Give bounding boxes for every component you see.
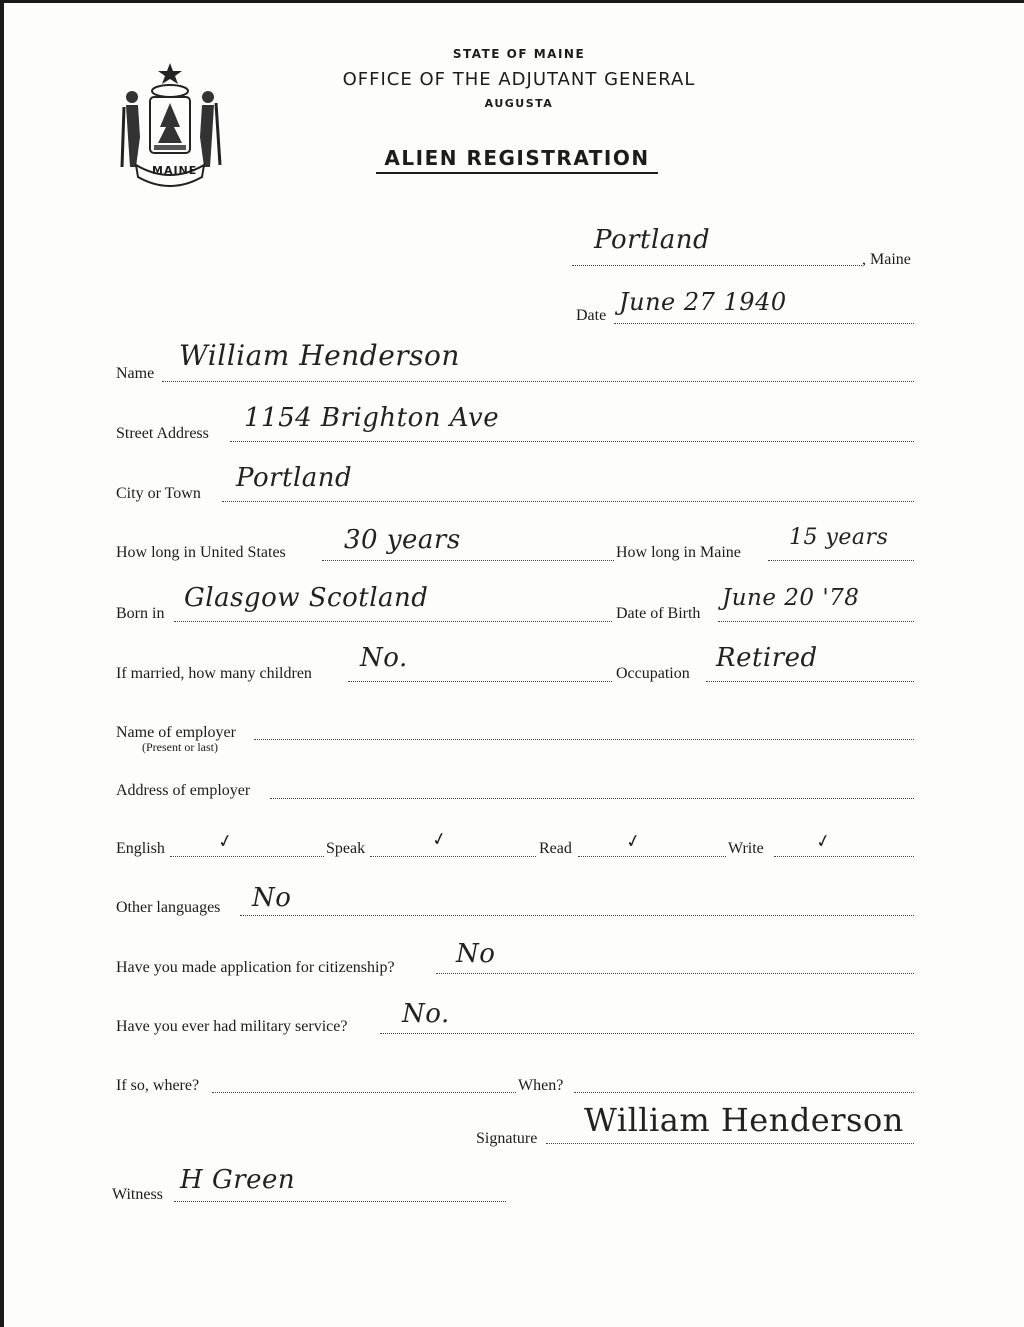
born-in-line: [174, 621, 612, 622]
when-line[interactable]: [574, 1092, 914, 1093]
employer-line[interactable]: [254, 739, 914, 740]
occupation-value[interactable]: Retired: [716, 643, 818, 673]
write-line: [774, 856, 914, 857]
witness-line: [174, 1201, 506, 1202]
other-languages-label: Other languages: [116, 899, 221, 916]
speak-check[interactable]: ✓: [429, 827, 450, 852]
dob-label: Date of Birth: [616, 605, 701, 622]
street-address-line: [230, 441, 914, 442]
name-line: [162, 381, 914, 382]
children-label: If married, how many children: [116, 665, 312, 682]
children-value[interactable]: No.: [360, 643, 408, 673]
place-suffix: , Maine: [862, 251, 911, 268]
read-label: Read: [539, 840, 572, 857]
date-label: Date: [576, 307, 607, 324]
speak-label: Speak: [326, 840, 366, 857]
english-check[interactable]: ✓: [215, 829, 236, 854]
years-maine-label: How long in Maine: [616, 544, 741, 561]
when-label: When?: [518, 1077, 564, 1094]
citizenship-value[interactable]: No: [456, 939, 496, 969]
employer-label: Name of employer: [116, 724, 236, 741]
occupation-line: [706, 681, 914, 682]
date-value[interactable]: June 27 1940: [619, 288, 787, 316]
witness-label: Witness: [112, 1186, 163, 1203]
city-label: City or Town: [116, 485, 201, 502]
years-us-label: How long in United States: [116, 544, 286, 561]
street-address-value[interactable]: 1154 Brighton Ave: [244, 403, 500, 433]
english-line: [170, 856, 324, 857]
place-value[interactable]: Portland: [594, 225, 711, 255]
where-line[interactable]: [212, 1092, 516, 1093]
dob-value[interactable]: June 20 '78: [722, 585, 860, 611]
signature-line: [546, 1143, 914, 1144]
city-heading: AUGUSTA: [484, 97, 554, 110]
born-in-label: Born in: [116, 605, 165, 622]
read-check[interactable]: ✓: [623, 829, 644, 854]
state-heading: STATE OF MAINE: [452, 47, 586, 61]
other-languages-line: [240, 915, 914, 916]
where-label: If so, where?: [116, 1077, 200, 1094]
years-us-line: [322, 560, 614, 561]
years-maine-line: [768, 560, 914, 561]
military-value[interactable]: No.: [402, 999, 450, 1029]
form-title: ALIEN REGISTRATION: [376, 146, 658, 174]
dob-line: [718, 621, 914, 622]
employer-address-label: Address of employer: [116, 782, 251, 799]
read-line: [578, 856, 726, 857]
city-value[interactable]: Portland: [236, 463, 353, 493]
name-label: Name: [116, 365, 155, 382]
seal-banner-text: MAINE: [152, 164, 198, 177]
city-line: [222, 501, 914, 502]
name-value[interactable]: William Henderson: [179, 339, 460, 372]
years-us-value[interactable]: 30 years: [344, 525, 461, 555]
write-check[interactable]: ✓: [813, 829, 834, 854]
witness-value[interactable]: H Green: [180, 1165, 296, 1195]
other-languages-value[interactable]: No: [252, 883, 292, 913]
street-address-label: Street Address: [116, 425, 209, 442]
place-line: [572, 265, 862, 266]
children-line: [348, 681, 612, 682]
born-in-value[interactable]: Glasgow Scotland: [184, 583, 429, 613]
occupation-label: Occupation: [616, 665, 690, 682]
office-heading: OFFICE OF THE ADJUTANT GENERAL: [342, 69, 696, 90]
employer-note: (Present or last): [142, 740, 218, 754]
citizenship-label: Have you made application for citizenship?: [116, 959, 395, 976]
employer-address-line[interactable]: [270, 798, 914, 799]
speak-line: [370, 856, 536, 857]
english-label: English: [116, 840, 165, 857]
military-line: [380, 1033, 914, 1034]
write-label: Write: [728, 840, 764, 857]
signature-value[interactable]: William Henderson: [584, 1101, 904, 1139]
signature-label: Signature: [476, 1130, 538, 1147]
date-line: [614, 323, 914, 324]
military-label: Have you ever had military service?: [116, 1018, 348, 1035]
citizenship-line: [436, 973, 914, 974]
years-maine-value[interactable]: 15 years: [789, 525, 889, 550]
